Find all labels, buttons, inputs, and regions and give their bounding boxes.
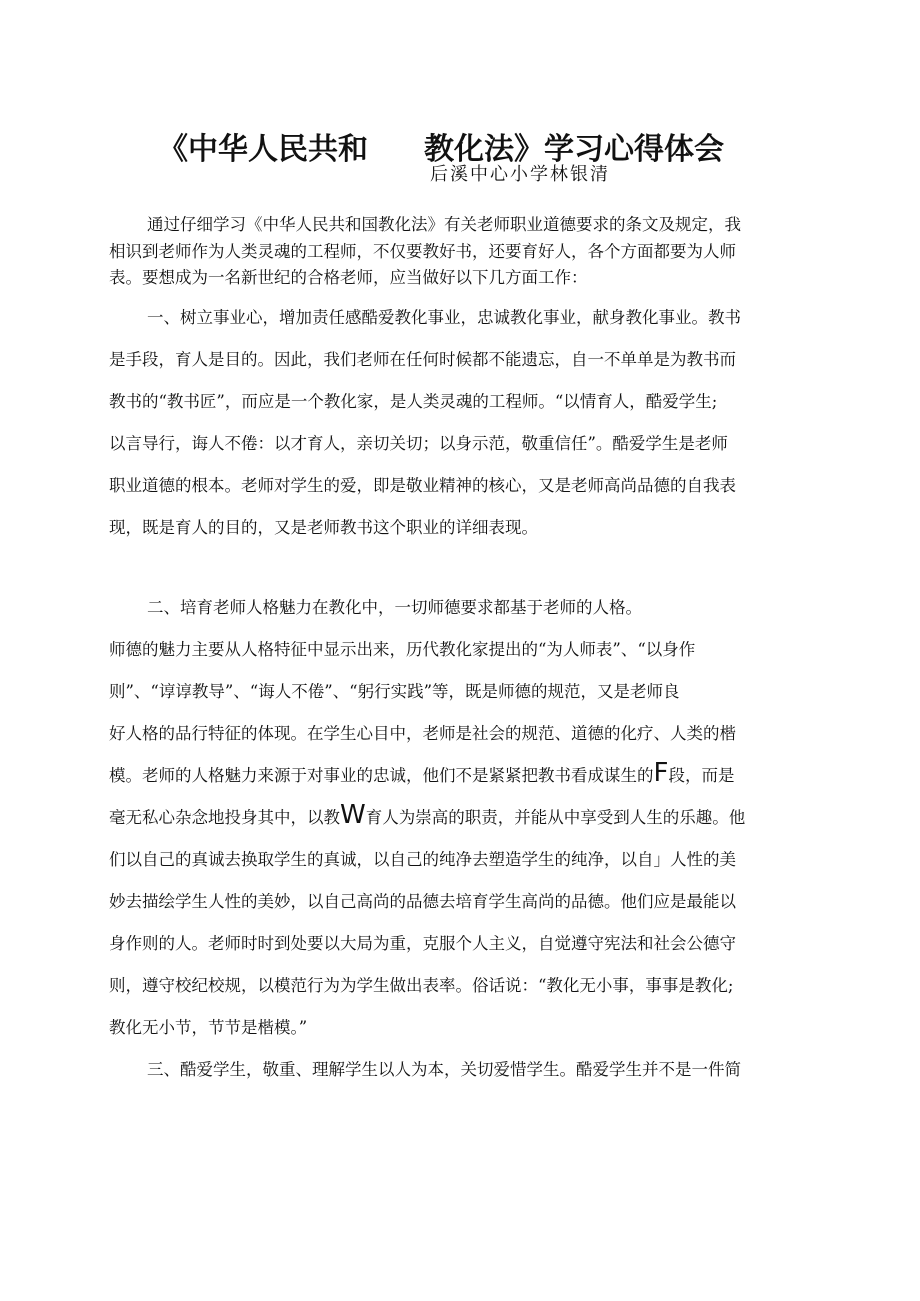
title-part-2: 教化法》学习心得体会 <box>424 132 724 167</box>
text-line: 师德的魅力主要从人格特征中显示出来，历代教化家提出的“为人师表”、“以身作 <box>109 640 696 659</box>
text-line: 好人格的品行特征的体现。在学生心目中，老师是社会的规范、道德的化疗、人类的楷 <box>109 724 736 743</box>
text-line: 现，既是育人的目的，又是老师教书这个职业的详细表现。 <box>109 518 538 537</box>
text-line: 妙去描绘学生人性的美妙，以自己高尚的品德去培育学生高尚的品德。他们应是最能以 <box>109 892 736 911</box>
text-line: 身作则的人。老师时时到处要以大局为重，克服个人主义，自觉遵守宪法和社会公德守 <box>109 934 736 953</box>
author-line: 后溪中心小学林银清 <box>430 164 610 185</box>
text-line: 职业道德的根本。老师对学生的爱，即是敬业精神的核心，又是老师高尚品德的自我表 <box>109 476 736 495</box>
text-line <box>109 758 735 788</box>
text-line: 教书的“教书匠”，而应是一个教化家，是人类灵魂的工程师。“以情育人，酷爱学生; <box>109 392 718 411</box>
glyph-artifact: F <box>653 758 669 788</box>
text-line <box>109 800 746 830</box>
text-line: 是手段，育人是目的。因此，我们老师在任何时候都不能遗忘，自一不单单是为教书而 <box>109 350 736 369</box>
text-line: 则，遵守校纪校规，以模范行为为学生做出表率。俗话说：“教化无小事，事事是教化; <box>109 976 734 995</box>
title-part-1: 《中华人民共和 <box>158 132 368 167</box>
text-line: 则”、“谆谆教导”、“诲人不倦”、“躬行实践”等，既是师德的规范，又是老师良 <box>109 682 680 701</box>
text-line: 一、树立事业心，增加责任感酷爱教化事业，忠诚教化事业，献身教化事业。教书 <box>147 308 741 327</box>
line-segment: 毫无私心杂念地投身其中，以教 <box>109 808 340 827</box>
text-line: 二、培育老师人格魅力在教化中，一切师德要求都基于老师的人格。 <box>147 598 642 617</box>
line-segment: 模。老师的人格魅力来源于对事业的忠诚，他们不是紧紧把教书看成谋生的 <box>109 766 654 785</box>
glyph-artifact: W <box>340 800 366 830</box>
text-line: 三、酷爱学生，敬重、理解学生以人为本，关切爱惜学生。酷爱学生并不是一件简 <box>147 1060 741 1079</box>
line-segment: 育人为崇高的职责，并能从中享受到人生的乐趣。他 <box>365 808 746 827</box>
text-line: 教化无小节，节节是楷模。” <box>109 1018 308 1037</box>
text-line: 相识到老师作为人类灵魂的工程师，不仅要教好书，还要育好人，各个方面都要为人师 <box>109 242 736 261</box>
text-line: 表。要想成为一名新世纪的合格老师，应当做好以下几方面工作： <box>109 268 588 287</box>
text-line: 通过仔细学习《中华人民共和国教化法》有关老师职业道德要求的条文及规定，我 <box>147 215 741 234</box>
text-line: 们以自己的真诚去换取学生的真诚，以自己的纯净去塑造学生的纯净，以自」人性的美 <box>109 850 736 869</box>
text-line: 以言导行，诲人不倦：以才育人，亲切关切；以身示范，敬重信任”。酷爱学生是老师 <box>109 434 728 453</box>
line-segment: 段，而是 <box>668 766 735 785</box>
